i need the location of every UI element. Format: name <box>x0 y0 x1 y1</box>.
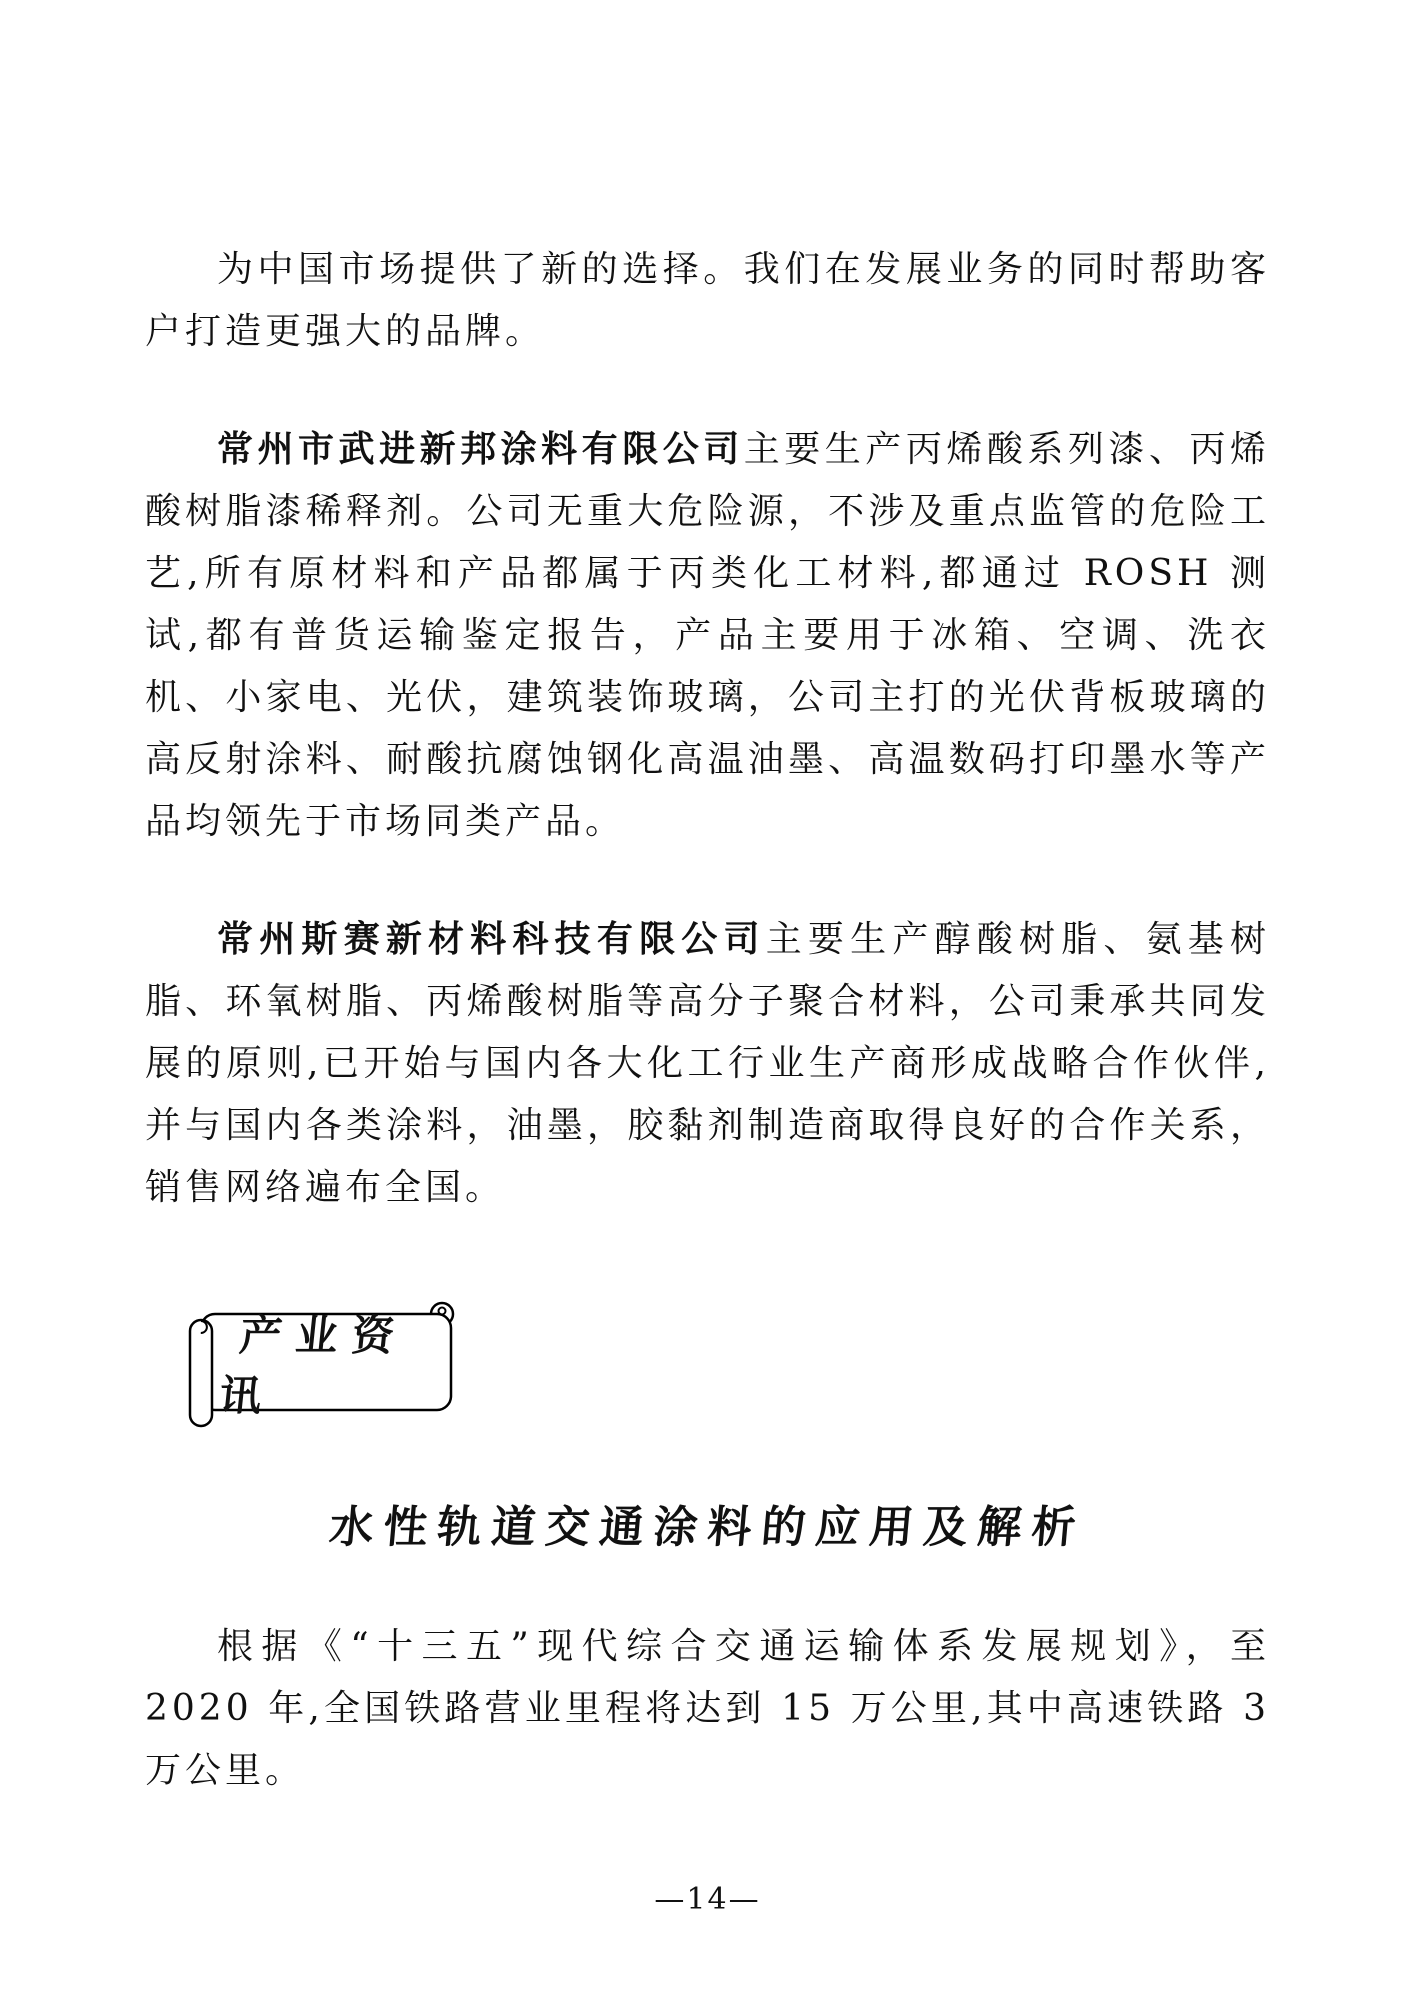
section-banner-label: 产业资讯 <box>217 1311 411 1420</box>
article-title: 水性轨道交通涂料的应用及解析 <box>327 1502 1088 1553</box>
intro-paragraph: 为中国市场提供了新的选择。我们在发展业务的同时帮助客户打造更强大的品牌。 <box>145 249 1270 352</box>
company-paragraph-1 <box>145 418 1270 853</box>
page-number: —14— <box>654 1882 761 1917</box>
company-name-2: 常州斯赛新材料科技有限公司 <box>217 918 766 959</box>
company-name-1: 常州市武进新邦涂料有限公司 <box>217 428 744 469</box>
company-paragraph-2 <box>145 908 1270 1219</box>
section-banner <box>185 1300 485 1430</box>
article-paragraph: 根据《“十三五”现代综合交通运输体系发展规划》，至 2020 年,全国铁路营业里程将达到 15 万公里,其中高速铁路 3 万公里。 <box>145 1626 1270 1791</box>
company-paragraph-2-text: 主要生产醇酸树脂、氨基树脂、环氧树脂、丙烯酸树脂等高分子聚合材料，公司秉承共同发展的原则,已开始与国内各大化工行业生产商形成战略合作伙伴,并与国内各类涂料，油墨，胶黏剂制造商取得良好的合作关系，销售网络遍布全国。 <box>145 919 1270 1208</box>
company-paragraph-1-text: 主要生产丙烯酸系列漆、丙烯酸树脂漆稀释剂。公司无重大危险源，不涉及重点监管的危险工艺,所有原材料和产品都属于丙类化工材料,都通过 ROSH 测试,都有普货运输鉴定报告，产品主要用于冰箱、空调、洗衣机、小家电、光伏，建筑装饰玻璃，公司主打的光伏背板玻璃的高反射涂料、耐酸抗腐蚀钢化高温油墨、高温数码打印墨水等产品均领先于市场同类产品。 <box>145 429 1270 842</box>
